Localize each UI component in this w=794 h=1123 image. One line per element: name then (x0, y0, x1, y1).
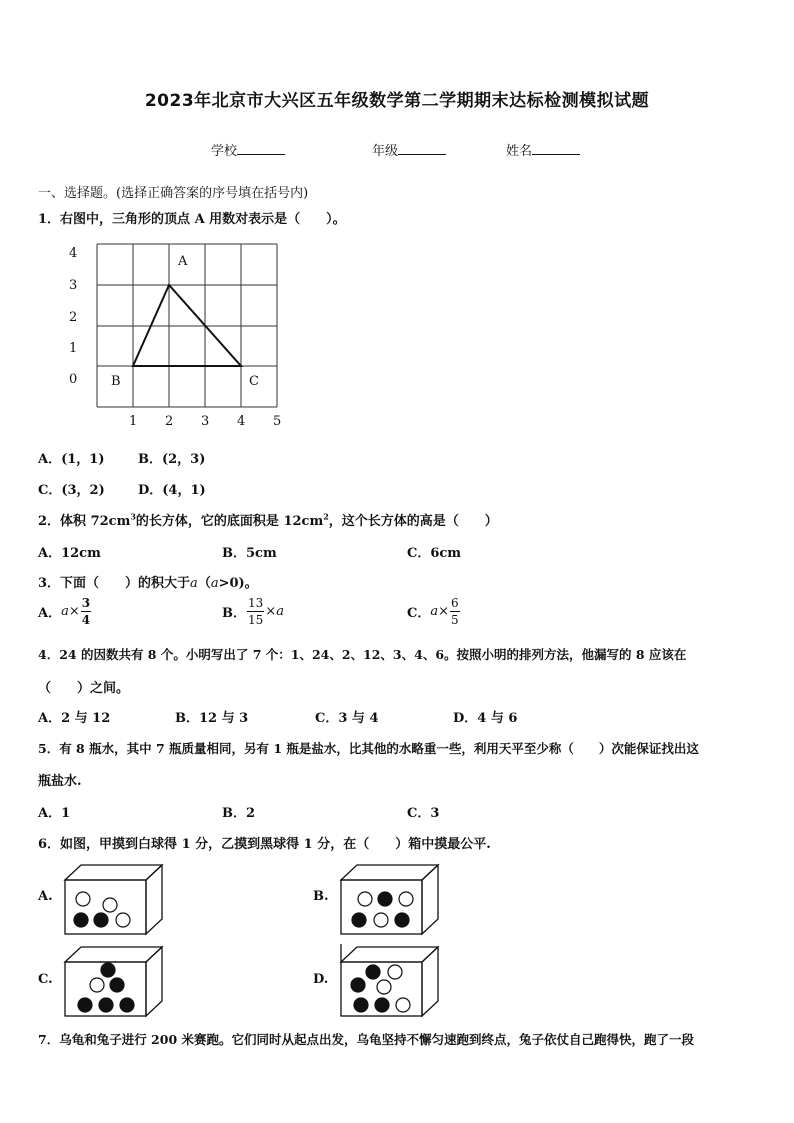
point-b-label: B (111, 374, 121, 389)
y-tick-2: 2 (69, 310, 78, 325)
name-field (506, 140, 580, 159)
x-tick-1: 1 (129, 414, 138, 429)
q3-var-a-2: a (210, 576, 219, 591)
q3-stem-part3: >0)。 (218, 576, 258, 591)
q3-option-a-prefix: A． (38, 606, 62, 621)
q3-option-c-var: a (430, 604, 439, 619)
q4-option-a[interactable]: A．2 与 12 (38, 711, 111, 726)
q3-option-a-times: × (68, 604, 80, 619)
grade-field (372, 140, 446, 159)
q6-box-a[interactable] (62, 862, 167, 940)
q2-option-c[interactable]: C．6cm (407, 546, 462, 561)
q1-grid-figure (60, 238, 300, 433)
white-ball (76, 892, 90, 906)
q3-option-b-prefix: B． (222, 606, 246, 621)
black-ball (101, 963, 115, 977)
white-ball (377, 980, 391, 994)
q3-option-a-var: a (61, 604, 69, 619)
y-tick-3: 3 (69, 278, 78, 293)
y-tick-0: 0 (69, 372, 78, 387)
q3-option-c-prefix: C． (407, 606, 431, 621)
fraction-numerator: 13 (248, 596, 264, 610)
y-tick-4: 4 (69, 246, 78, 261)
q2-sup-cubic: 3 (130, 511, 136, 522)
grade-blank[interactable] (398, 143, 446, 155)
q4-option-c[interactable]: C．3 与 4 (315, 711, 379, 726)
q2-stem-part3: ，这个长方体的高是（ ） (328, 514, 498, 529)
black-ball (395, 913, 409, 927)
q6-box-d[interactable] (338, 944, 443, 1022)
q6-option-d-label[interactable]: D. (313, 972, 329, 987)
q2-stem-part1: 2．体积 72cm (38, 514, 131, 529)
q2-stem (38, 510, 498, 529)
white-ball (358, 892, 372, 906)
q7-stem-line1: 7．乌龟和兔子进行 200 米赛跑。它们同时从起点出发，乌龟坚持不懈匀速跑到终点，兔子依仗自己跑得快，跑了一段 (38, 1032, 694, 1047)
q6-option-a-label[interactable]: A. (38, 889, 53, 904)
section-heading: 一、选择题。(选择正确答案的序号填在括号内) (38, 186, 309, 201)
black-ball (74, 913, 88, 927)
black-ball (375, 998, 389, 1012)
x-tick-2: 2 (165, 414, 174, 429)
fraction-denominator: 5 (451, 613, 459, 627)
q6-option-b-label[interactable]: B. (313, 889, 329, 904)
white-ball (116, 913, 130, 927)
white-ball (396, 998, 410, 1012)
x-tick-4: 4 (237, 414, 246, 429)
q6-option-c-label[interactable]: C. (38, 972, 53, 987)
black-ball (78, 998, 92, 1012)
white-ball (103, 898, 117, 912)
page-title: 2023年北京市大兴区五年级数学第二学期期末达标检测模拟试题 (144, 91, 650, 111)
q3-option-b-var: a (276, 604, 284, 619)
school-field (211, 140, 285, 159)
q3-var-a: a (190, 576, 198, 591)
school-blank[interactable] (237, 143, 285, 155)
black-ball (354, 998, 368, 1012)
name-label: 姓名 (506, 144, 533, 159)
q2-stem-part2: 的长方体，它的底面积是 12cm (135, 514, 324, 529)
q1-stem: 1．右图中，三角形的顶点 A 用数对表示是（ ）。 (38, 212, 346, 227)
black-ball (99, 998, 113, 1012)
q3-option-b-times: × (265, 604, 277, 619)
y-tick-1: 1 (69, 341, 78, 356)
black-ball (94, 913, 108, 927)
q3-option-b[interactable] (222, 597, 284, 626)
q5-option-c[interactable]: C．3 (407, 806, 440, 821)
white-ball (90, 978, 104, 992)
q5-option-a[interactable]: A．1 (38, 806, 71, 821)
q4-option-d[interactable]: D．4 与 6 (453, 711, 518, 726)
black-ball (352, 913, 366, 927)
grade-label: 年级 (372, 144, 399, 159)
q3-stem-part2: （ (197, 576, 211, 591)
q1-option-d[interactable]: D．(4，1) (138, 483, 206, 498)
q4-stem-line1: 4．24 的因数共有 8 个。小明写出了 7 个：1、24、2、12、3、4、6。按照小明的排列方法，他漏写的 8 应该在 (38, 647, 687, 662)
fraction-denominator: 4 (81, 613, 91, 627)
x-tick-3: 3 (201, 414, 210, 429)
black-ball (120, 998, 134, 1012)
q3-option-c-times: × (438, 604, 450, 619)
fraction-numerator: 3 (81, 596, 91, 610)
q3-option-a-fraction (81, 597, 91, 626)
q1-option-a[interactable]: A．(1，1) (38, 452, 105, 467)
q1-option-b[interactable]: B．(2，3) (138, 452, 206, 467)
q3-option-c-fraction (450, 597, 460, 626)
name-blank[interactable] (532, 143, 580, 155)
q2-option-a[interactable]: A．12cm (38, 546, 101, 561)
q3-option-c[interactable] (407, 597, 461, 626)
q6-box-c[interactable] (62, 944, 167, 1022)
point-a-label: A (178, 254, 188, 269)
q6-stem: 6．如图，甲摸到白球得 1 分，乙摸到黑球得 1 分，在（ ）箱中摸最公平. (38, 837, 491, 852)
white-ball (388, 965, 402, 979)
x-tick-5: 5 (273, 414, 282, 429)
q4-stem-line2: （ ）之间。 (38, 681, 130, 696)
fraction-denominator: 15 (248, 613, 264, 627)
q5-option-b[interactable]: B．2 (222, 806, 256, 821)
point-c-label: C (249, 374, 259, 389)
black-ball (366, 965, 380, 979)
q6-box-b[interactable] (338, 862, 443, 940)
black-ball (378, 892, 392, 906)
fraction-numerator: 6 (451, 596, 459, 610)
black-ball (351, 978, 365, 992)
q3-option-b-fraction (247, 597, 264, 626)
school-label: 学校 (211, 144, 238, 159)
q2-option-b[interactable]: B．5cm (222, 546, 277, 561)
white-ball (374, 913, 388, 927)
black-ball (110, 978, 124, 992)
q1-option-c[interactable]: C．(3，2) (38, 483, 105, 498)
q3-stem (38, 572, 258, 591)
q3-stem-part1: 3．下面（ ）的积大于 (38, 576, 191, 591)
q5-stem-line1: 5．有 8 瓶水，其中 7 瓶质量相同，另有 1 瓶是盐水，比其他的水略重一些，利用天平至少称（ ）次能保证找出这 (38, 741, 699, 756)
q2-sup-square: 2 (323, 511, 329, 522)
q5-stem-line2: 瓶盐水. (38, 774, 82, 789)
q4-option-b[interactable]: B．12 与 3 (175, 711, 249, 726)
q3-option-a[interactable] (38, 597, 92, 626)
white-ball (399, 892, 413, 906)
